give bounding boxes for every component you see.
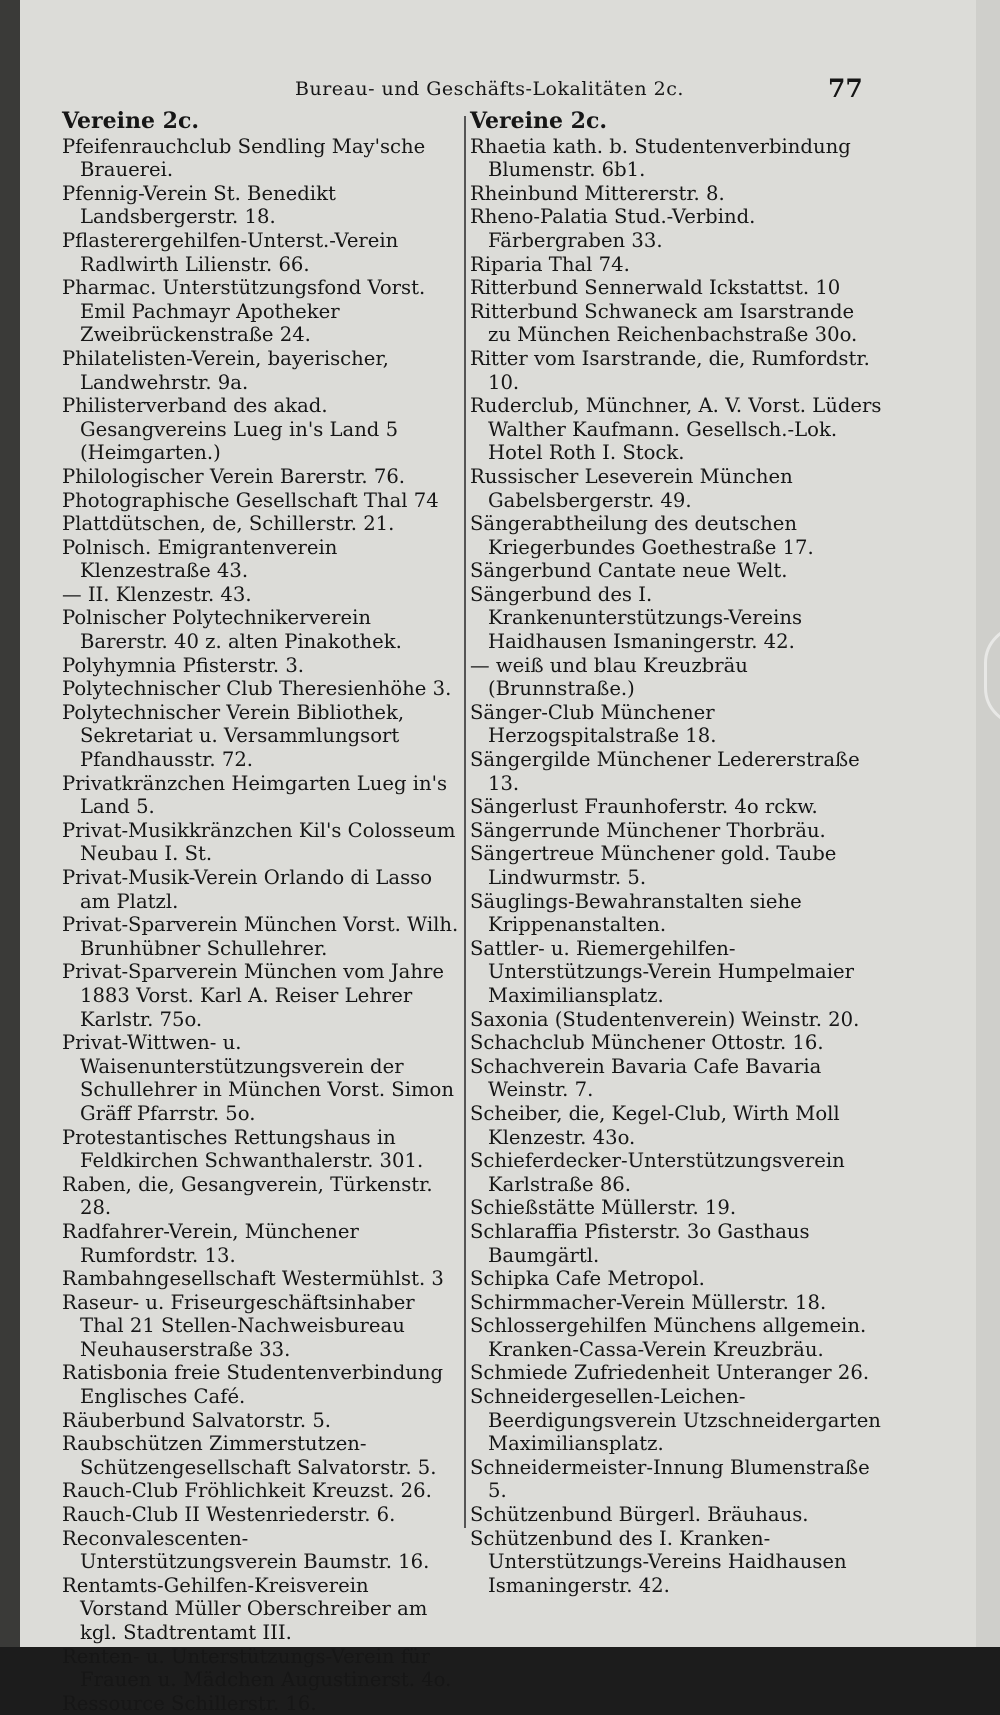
directory-entry: Privat-Wittwen- u. Waisenunterstützungsverein der Schullehrer in München Vorst. Simon Gräff Pfarrstr. 5o. [62,1031,461,1125]
directory-entry: Ratisbonia freie Studentenverbindung Englisches Café. [62,1361,450,1409]
directory-entry: Pflasterergehilfen-Unterst.-Verein Radlwirth Lilienstr. 66. [62,228,405,276]
directory-entry: Rheinbund Mittererstr. 8. [470,181,725,205]
entry-list [470,134,888,1598]
directory-entry: Plattdütschen, de, Schillerstr. 21. [62,512,395,536]
directory-entry: Rauch-Club Fröhlichkeit Kreuzst. 26. [62,1479,432,1503]
directory-entry: Sattler- u. Riemergehilfen-Unterstützungs-Verein Humpelmaier Maximiliansplatz. [470,936,861,1007]
directory-entry: Privat-Musikkränzchen Kil's Colosseum Neubau I. St. [62,818,462,866]
directory-entry: Sängertreue Münchener gold. Taube Lindwurmstr. 5. [470,842,843,889]
directory-entry: Sängerbund Cantate neue Welt. [470,559,788,583]
directory-entry: Ritter vom Isarstrande, die, Rumfordstr. 10. [470,346,877,394]
book-gutter-strip [0,0,22,1647]
directory-entry: Raubschützen Zimmerstutzen-Schützengesellschaft Salvatorstr. 5. [62,1432,437,1479]
page-edge [976,0,1000,1647]
directory-entry: — weiß und blau Kreuzbräu (Brunnstraße.) [470,653,755,701]
directory-entry: Pfennig-Verein St. Benedikt Landsbergerstr. 18. [62,181,343,229]
left-column [62,108,465,1715]
directory-entry: Saxonia (Studentenverein) Weinstr. 20. [470,1007,860,1031]
directory-entry: Philologischer Verein Barerstr. 76. [62,464,406,488]
directory-entry: Schießstätte Müllerstr. 19. [470,1196,737,1220]
directory-entry: Schachverein Bavaria Cafe Bavaria Weinstr. 7. [470,1054,828,1102]
directory-entry: Schachclub Münchener Ottostr. 16. [470,1031,824,1055]
directory-entry: Raseur- u. Friseurgeschäftsinhaber Thal 21 Stellen-Nachweisbureau Neuhauserstraße 33. [62,1290,421,1361]
directory-entry: Ruderclub, Münchner, A. V. Vorst. Lüders Walther Kaufmann. Gesellsch.-Lok. Hotel Roth I. Stock. [470,394,888,465]
directory-entry: Pfeifenrauchclub Sendling May'sche Brauerei. [62,134,432,182]
directory-entry: Sängerrunde Münchener Thorbräu. [470,818,826,842]
directory-entry: Privat-Musik-Verein Orlando di Lasso am Platzl. [62,866,439,913]
directory-entry: Polnisch. Emigrantenverein Klenzestraße 43. [62,535,344,583]
directory-entry: Polyhymnia Pfisterstr. 3. [62,653,305,677]
directory-entry: Ritterbund Schwaneck am Isarstrande zu München Reichenbachstraße 30o. [470,299,861,347]
directory-entry: Sänger-Club Münchener Herzogspitalstraße 18. [470,700,721,748]
directory-entry: Philisterverband des akad. Gesangvereins Lueg in's Land 5 (Heimgarten.) [62,394,405,465]
directory-entry: Rheno-Palatia Stud.-Verbind. Färbergraben 33. [470,205,762,252]
directory-entry: Ressource Schillerstr. 16. [62,1691,317,1715]
book-page [20,0,980,1715]
directory-entry: Russischer Leseverein München Gabelsbergerstr. 49. [470,464,799,512]
binder-tab [984,625,1000,726]
directory-entry: Photographische Gesellschaft Thal 74 [62,488,439,512]
directory-entry: Riparia Thal 74. [470,252,630,276]
directory-entry: Privat-Sparverein München Vorst. Wilh. Brunhübner Schullehrer. [62,913,465,960]
running-title: Bureau- und Geschäfts-Lokalitäten 2c. [295,78,684,100]
directory-entry: Rambahngesellschaft Westermühlst. 3 [62,1267,444,1291]
directory-entry: Polnischer Polytechnikerverein Barerstr. 40 z. alten Pinakothek. [62,606,402,654]
directory-entry: Renten- u. Unterstützungs-Verein für Frauen u. Mädchen Augustinerst. 4o. [62,1644,452,1692]
directory-entry: Reconvalescenten-Unterstützungsverein Baumstr. 16. [62,1526,430,1574]
directory-entry: Schlaraffia Pfisterstr. 3o Gasthaus Baumgärtl. [470,1219,816,1267]
directory-entry: Schneidermeister-Innung Blumenstraße 5. [470,1455,876,1503]
directory-entry: Pharmac. Unterstützungsfond Vorst. Emil Pachmayr Apotheker Zweibrückenstraße 24. [62,276,432,347]
directory-entry: Scheiber, die, Kegel-Club, Wirth Moll Klenzestr. 43o. [470,1101,846,1149]
directory-entry: Polytechnischer Verein Bibliothek, Sekretariat u. Versammlungsort Pfandhausstr. 72. [62,700,411,772]
section-title: Vereine 2c. [62,108,200,134]
column-divider [464,116,466,1528]
directory-entry: Schipka Cafe Metropol. [470,1267,705,1291]
directory-entry: Schmiede Zufriedenheit Unteranger 26. [470,1361,870,1385]
directory-entry: Säuglings-Bewahranstalten siehe Krippenanstalten. [470,889,808,937]
directory-entry: Sängerlust Fraunhoferstr. 4o rckw. [470,795,818,819]
directory-entry: Rentamts-Gehilfen-Kreisverein Vorstand Müller Oberschreiber am kgl. Stadtrentamt III. [62,1573,434,1644]
directory-entry: Schützenbund des I. Kranken-Unterstützungs-Vereins Haidhausen Ismaningerstr. 42. [470,1526,853,1597]
directory-entry: — II. Klenzestr. 43. [62,582,252,606]
directory-entry: Schieferdecker-Unterstützungsverein Karlstraße 86. [470,1149,851,1196]
directory-entry: Privat-Sparverein München vom Jahre 1883 Vorst. Karl A. Reiser Lehrer Karlstr. 75o. [62,960,451,1031]
directory-entry: Philatelisten-Verein, bayerischer, Landwehrstr. 9a. [62,346,396,394]
directory-entry: Privatkränzchen Heimgarten Lueg in's Land 5. [62,771,454,819]
directory-entry: Sängerabtheilung des deutschen Kriegerbundes Goethestraße 17. [470,512,814,559]
right-column [470,108,888,1597]
directory-entry: Radfahrer-Verein, Münchener Rumfordstr. 13. [62,1219,366,1267]
directory-entry: Sängerbund des I. Krankenunterstützungs-Vereins Haidhausen Ismaningerstr. 42. [470,582,809,654]
directory-entry: Sängergilde Münchener Ledererstraße 13. [470,748,866,795]
directory-entry: Rhaetia kath. b. Studentenverbindung Blumenstr. 6b1. [470,134,857,182]
entry-list [62,134,465,1715]
directory-entry: Schneidergesellen-Leichen-Beerdigungsverein Utzschneidergarten Maximiliansplatz. [470,1385,888,1456]
directory-entry: Ritterbund Sennerwald Ickstattst. 10 [470,276,841,300]
directory-entry: Protestantisches Rettungshaus in Feldkirchen Schwanthalerstr. 301. [62,1125,424,1173]
directory-entry: Räuberbund Salvatorstr. 5. [62,1408,332,1432]
section-title: Vereine 2c. [470,108,608,134]
directory-entry: Raben, die, Gesangverein, Türkenstr. 28. [62,1172,439,1220]
directory-entry: Schützenbund Bürgerl. Bräuhaus. [470,1503,809,1527]
page-number: 77 [828,74,863,103]
directory-entry: Schirmmacher-Verein Müllerstr. 18. [470,1290,827,1314]
directory-entry: Rauch-Club II Westenriederstr. 6. [62,1503,396,1527]
directory-entry: Schlossergehilfen Münchens allgemein. Kranken-Cassa-Verein Kreuzbräu. [470,1314,873,1361]
directory-entry: Polytechnischer Club Theresienhöhe 3. [62,677,452,701]
